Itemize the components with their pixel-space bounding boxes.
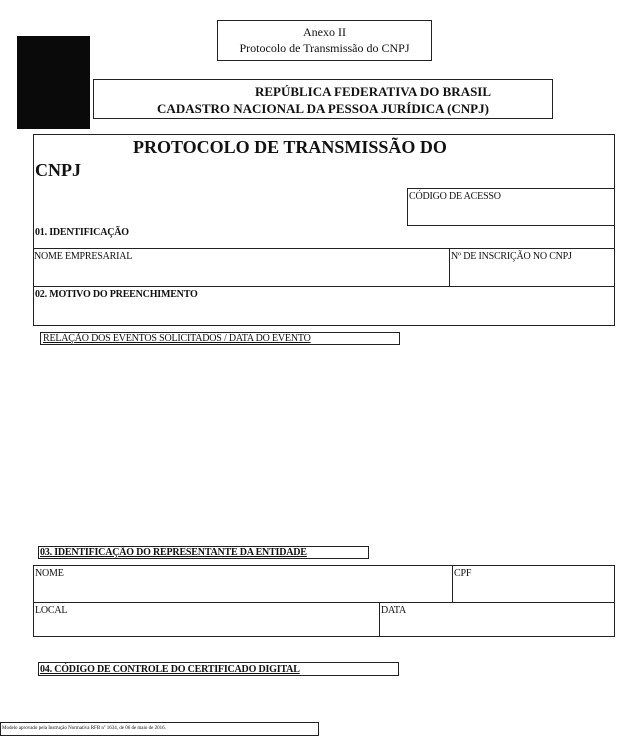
access-code-field[interactable] <box>407 188 615 226</box>
rep-table-right <box>614 565 615 637</box>
cnpj-number-label: Nº DE INSCRIÇÃO NO CNPJ <box>451 251 572 262</box>
place-label: LOCAL <box>35 605 68 616</box>
rep-name-field[interactable] <box>34 566 451 601</box>
redacted-logo-block <box>17 36 90 129</box>
place-field[interactable] <box>34 603 378 635</box>
header-republic: REPÚBLICA FEDERATIVA DO BRASIL <box>254 84 492 99</box>
cpf-label: CPF <box>454 568 472 579</box>
events-label-box <box>40 332 400 345</box>
footer-note: Modelo aprovado pela Instrução Normativa RFB nº 1634, de 06 de maio de 2016. <box>2 726 166 731</box>
access-code-label: CÓDIGO DE ACESSO <box>409 191 501 202</box>
date-field[interactable] <box>380 603 613 635</box>
header-box <box>93 79 553 119</box>
form-title: PROTOCOLO DE TRANSMISSÃO DO <box>133 137 447 157</box>
reason-field[interactable] <box>34 304 614 325</box>
events-label: RELAÇÃO DOS EVENTOS SOLICITADOS / DATA DO EVENTO <box>43 333 311 344</box>
rep-table-bottom <box>33 636 615 637</box>
rep-name-label: NOME <box>35 568 64 579</box>
company-name-field[interactable] <box>34 249 449 285</box>
annex-subtitle: Protocolo de Transmissão do CNPJ <box>239 41 410 55</box>
footer-note-box <box>0 722 319 736</box>
section-03-heading: 03. IDENTIFICAÇÃO DO REPRESENTANTE DA ENTIDADE <box>40 547 307 558</box>
annex-box <box>217 20 432 61</box>
header-registry: CADASTRO NACIONAL DA PESSOA JURÍDICA (CNPJ) <box>157 101 489 116</box>
cpf-field[interactable] <box>453 566 613 601</box>
section-04-heading: 04. CÓDIGO DE CONTROLE DO CERTIFICADO DIGITAL <box>40 664 300 675</box>
cnpj-number-field[interactable] <box>450 249 615 285</box>
section-02-rule <box>33 286 615 287</box>
section-04-heading-box <box>38 662 399 676</box>
form-title-cnpj: CNPJ <box>35 160 81 180</box>
section-01-heading: 01. IDENTIFICAÇÃO <box>35 227 129 238</box>
section-03-heading-box <box>38 546 369 559</box>
section-02-heading: 02. MOTIVO DO PREENCHIMENTO <box>35 289 198 300</box>
annex-title: Anexo II <box>303 25 346 39</box>
date-label: DATA <box>381 605 407 616</box>
company-name-label: NOME EMPRESARIAL <box>34 251 133 262</box>
